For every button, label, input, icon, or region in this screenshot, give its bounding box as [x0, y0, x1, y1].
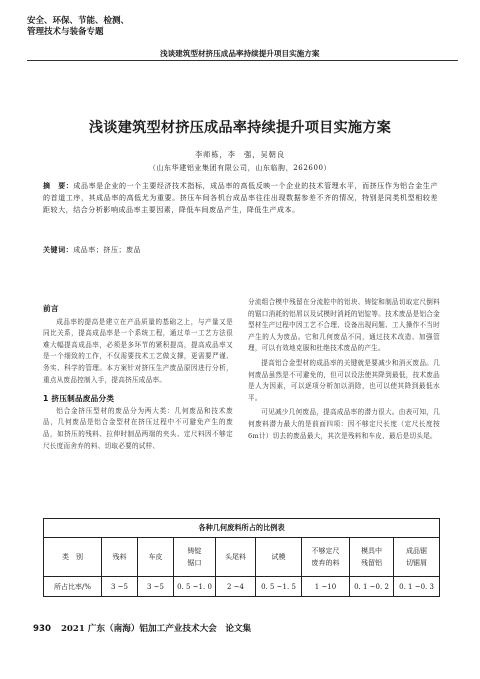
- table-cell: 2 ~4: [216, 577, 256, 597]
- keywords: [43, 245, 438, 255]
- intro-heading: 前言: [43, 304, 59, 313]
- table-cell: 1 ~10: [302, 577, 350, 597]
- authors: 李师栋，李 强，吴朝良: [194, 150, 286, 159]
- table-header-cell: 残料: [102, 538, 138, 577]
- table-header-cell: 试模: [256, 538, 302, 577]
- table-row: [44, 577, 440, 597]
- header-topic-line1: 安全、环保、节能、检测、: [27, 16, 130, 26]
- right-paragraph-3: 可见减少几何废品，提高成品率的潜力很大。由表可知，几何废料潜力最大的是前面四项：因不够定尺长度（定尺长度按6m计）切去的废品最大，其次是残料和车皮、最后是切头尾。: [248, 408, 440, 440]
- table-header-cell: 铸锭 锯口: [174, 538, 216, 577]
- keywords-label: 关键词：: [43, 246, 74, 254]
- table-cell: 0. 1 ~0. 2: [350, 577, 394, 597]
- abstract: [43, 180, 438, 216]
- header-topic-line2: 管理技术与装备专题: [27, 27, 104, 37]
- table-header-cell: 车皮: [138, 538, 174, 577]
- running-title: 浅谈建筑型材挤压成品率持续提升项目实施方案: [160, 49, 320, 58]
- table-cell: 3 ~5: [102, 577, 138, 597]
- table-cell: 0. 5 ~1. 5: [256, 577, 302, 597]
- right-paragraph-2: 提高铝合金型材的成品率的关键就是要减少和消灭废品。几何废品虽然是不可避免的，但可以设法使其降到最低，技术废品是人为因素，可以逐项分析加以消除，也可以使其降到最低水平。: [248, 358, 440, 402]
- abstract-text: 成品率是企业的一个主要经济技术指标，成品率的高低反映一个企业的技术管理水平，而挤压作为铝合金生产的首道工序，其成品率的高低尤为重要。挤压车间各机台成品率往往出现数据参差不齐的情况，特别是同类机型相较差距较大，结合分析影响成品率主要因素，降低车间废品产生，降低生产成本。: [43, 182, 438, 214]
- waste-ratio-table: [43, 518, 439, 597]
- table-header-cell: 类 别: [44, 538, 102, 577]
- intro-paragraph: 成品率的提高是建立在产品质量的基础之上，与产量又是同比关系，提高成品率是一个系统工程，通过单一工艺方法很难大幅提高成品率，必须是多环节的紧积提高，提高成品率又是一个细致的工作，不仅需要技术工艺做支撑，更需要严谨、务实、科学的管理。本方案针对挤压生产废品原因进行分析，重点从废品控制入手，提高挤压成品率。: [43, 317, 233, 384]
- section1-paragraph: 铝合金挤压型材的废品分为两大类：几何废品和技术废品，几何废品是铝合金型材在挤压过程中不可避免产生的废品，如挤压的残料、拉伸时制品两端的夹头、定尺料因不够定尺长度而舍弃的料、切取必要的试样、: [43, 406, 233, 450]
- affiliation: （山东华建铝业集团有限公司，山东临朐，262600）: [148, 164, 332, 172]
- page-number: 930: [33, 624, 51, 634]
- conference-name: 2021 广东（南海）铝加工产业技术大会 论文集: [60, 624, 252, 634]
- table-header-cell: 成品锯 切锯屑: [394, 538, 440, 577]
- table-row-label: 所占比率/%: [44, 577, 102, 597]
- keywords-text: 成品率；挤压；废品: [73, 246, 142, 254]
- table-header-cell: 模具中 残留铝: [350, 538, 394, 577]
- table-header-row: [44, 538, 440, 577]
- left-column: [43, 303, 233, 452]
- page-title: 浅谈建筑型材挤压成品率持续提升项目实施方案: [88, 120, 392, 136]
- table-header-cell: 头尾料: [216, 538, 256, 577]
- header-rule: [27, 60, 458, 61]
- table-header-cell: 不够定尺 废弃的料: [302, 538, 350, 577]
- table-cell: 0. 1 ~0. 3: [394, 577, 440, 597]
- right-column: [248, 297, 440, 442]
- table-caption: 各种几何废料所占的比例表: [44, 519, 440, 538]
- section1-heading: 1 挤压制品废品分类: [43, 394, 115, 404]
- table-cell: 3 ~5: [138, 577, 174, 597]
- abstract-label: 摘 要：: [43, 182, 74, 190]
- page-footer: [33, 622, 251, 634]
- header-topic: [27, 16, 129, 38]
- table-cell: 0. 5 ~1. 0: [174, 577, 216, 597]
- right-paragraph-1: 分流组合模中残留在分流腔中的铝块、铸锭和制品切取定尺倒料的锯口消耗的铝屑以及试模时消耗的铝锭等。技术废品是铝合金型材生产过程中因工艺不合理、设备出现问题、工人操作不当时产生的人为废品。它和几何废品不同，通过技术改造、加强管理，可以有效地克服和杜绝技术废品的产生。: [248, 298, 440, 353]
